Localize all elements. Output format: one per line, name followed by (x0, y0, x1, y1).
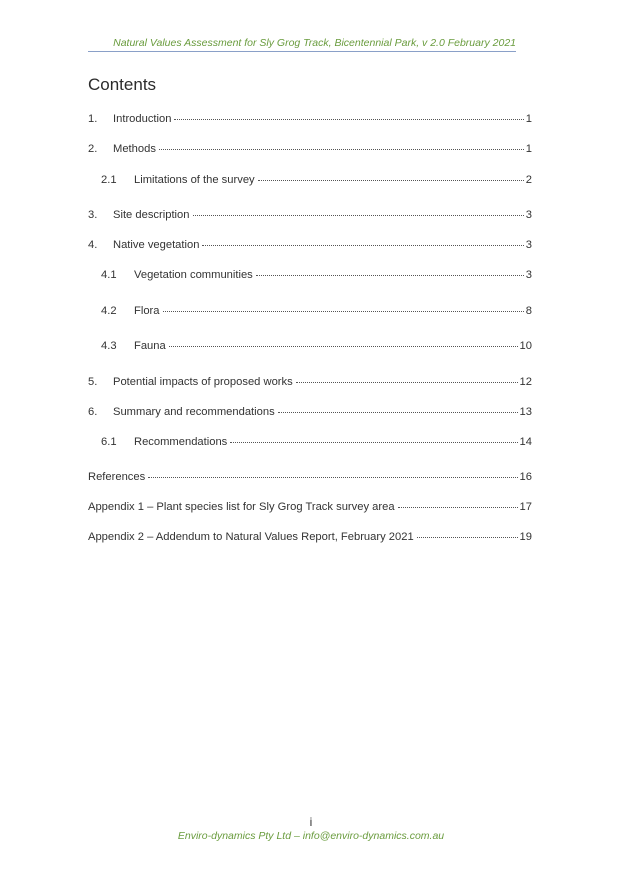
toc-number: 4.1 (101, 269, 117, 281)
toc-leader (278, 401, 518, 413)
toc-page-number: 8 (525, 305, 532, 317)
toc-page-number: 2 (525, 174, 532, 186)
toc-title: Site description (113, 209, 190, 221)
toc-entry-flora[interactable] (101, 302, 532, 318)
toc-number: 4.2 (101, 305, 117, 317)
toc-leader (398, 496, 518, 508)
toc-title: Appendix 1 – Plant species list for Sly Grog Track survey area (88, 501, 395, 513)
toc-entry-native-vegetation[interactable] (88, 236, 532, 252)
toc-entry-summary[interactable] (88, 403, 532, 419)
toc-page-number: 19 (519, 531, 532, 543)
toc-leader (163, 300, 524, 312)
toc-page-number: 13 (519, 406, 532, 418)
footer-page-number: i (309, 815, 313, 829)
toc-number: 2. (88, 143, 98, 155)
toc-leader (256, 264, 524, 276)
toc-page-number: 17 (519, 501, 532, 513)
toc-page-number: 10 (519, 340, 532, 352)
toc-entry-introduction[interactable] (88, 110, 532, 126)
toc-page-number: 14 (519, 436, 532, 448)
toc-entry-references[interactable] (88, 468, 532, 484)
toc-page-number: 1 (525, 143, 532, 155)
toc-title: Vegetation communities (134, 269, 253, 281)
toc-number: 2.1 (101, 174, 117, 186)
toc-leader (193, 204, 524, 216)
contents-heading: Contents (88, 75, 157, 94)
toc-page-number: 12 (519, 376, 532, 388)
toc-title: Summary and recommendations (113, 406, 275, 418)
toc-leader (174, 108, 523, 120)
header-rule (88, 51, 516, 52)
toc-page-number: 3 (525, 239, 532, 251)
toc-number: 5. (88, 376, 98, 388)
footer-company-contact: Enviro-dynamics Pty Ltd – info@enviro-dynamics.com.au (177, 830, 445, 842)
toc-title: Flora (134, 305, 160, 317)
toc-entry-vegetation-communities[interactable] (101, 266, 532, 282)
toc-page-number: 16 (519, 471, 532, 483)
toc-leader (258, 169, 524, 181)
toc-entry-appendix-2[interactable] (88, 528, 532, 544)
toc-title: References (88, 471, 146, 483)
toc-leader (296, 371, 518, 383)
toc-title: Potential impacts of proposed works (113, 376, 293, 388)
toc-leader (148, 466, 517, 478)
toc-entry-site-description[interactable] (88, 206, 532, 222)
toc-title: Native vegetation (113, 239, 200, 251)
toc-number: 1. (88, 113, 98, 125)
toc-page-number: 3 (525, 209, 532, 221)
toc-number: 4. (88, 239, 98, 251)
running-header: Natural Values Assessment for Sly Grog Track, Bicentennial Park, v 2.0 February 2021 (113, 37, 516, 49)
toc-page-number: 1 (525, 113, 532, 125)
toc-title: Introduction (113, 113, 172, 125)
toc-title: Limitations of the survey (134, 174, 255, 186)
toc-number: 6.1 (101, 436, 117, 448)
toc-entry-methods[interactable] (88, 140, 532, 156)
toc-page-number: 3 (525, 269, 532, 281)
toc-leader (202, 234, 523, 246)
toc-leader (169, 335, 518, 347)
toc-entry-appendix-1[interactable] (88, 498, 532, 514)
toc-number: 6. (88, 406, 98, 418)
toc-entry-recommendations[interactable] (101, 433, 532, 449)
toc-title: Methods (113, 143, 156, 155)
toc-title: Fauna (134, 340, 166, 352)
toc-number: 4.3 (101, 340, 117, 352)
toc-title: Appendix 2 – Addendum to Natural Values Report, February 2021 (88, 531, 414, 543)
toc-entry-potential-impacts[interactable] (88, 373, 532, 389)
toc-leader (159, 138, 524, 150)
toc-leader (417, 526, 518, 538)
toc-entry-limitations[interactable] (101, 171, 532, 187)
toc-entry-fauna[interactable] (101, 337, 532, 353)
toc-number: 3. (88, 209, 98, 221)
toc-leader (230, 431, 517, 443)
toc-title: Recommendations (134, 436, 228, 448)
